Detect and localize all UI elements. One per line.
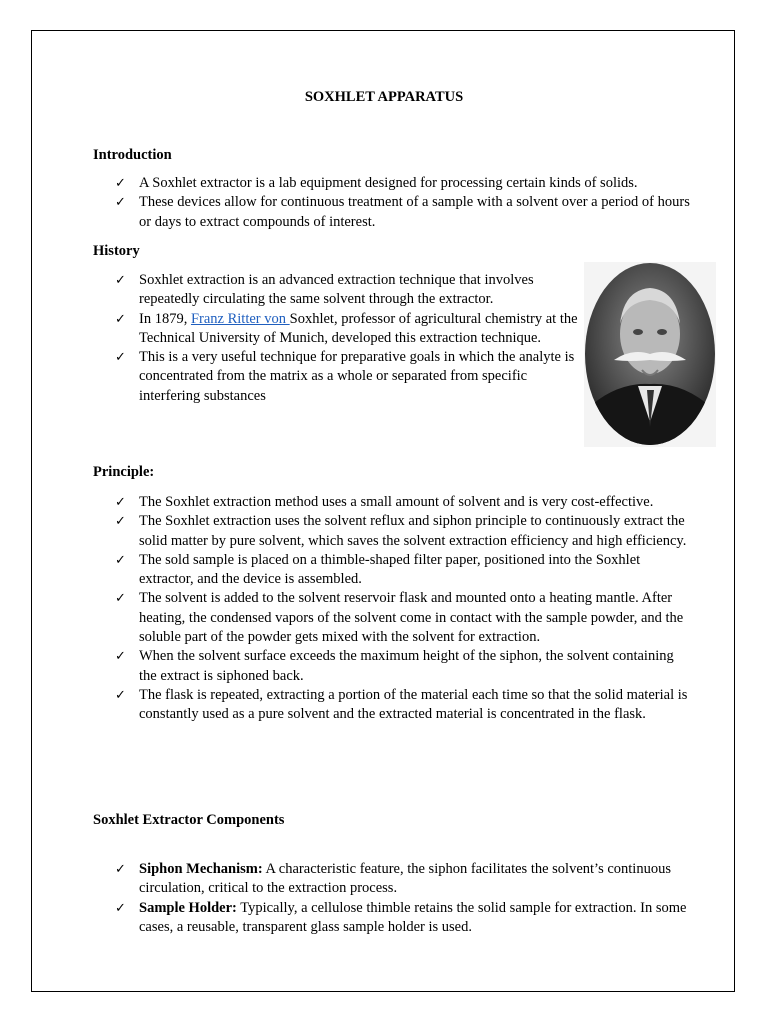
list-item: ✓ A Soxhlet extractor is a lab equipment designed for processing certain kinds of solids. [93,174,693,193]
check-icon: ✓ [115,311,126,327]
list-item: ✓ The sold sample is placed on a thimble-shaped filter paper, positioned into the Soxhlet extractor, and the device is assembled. [115,551,641,588]
portrait-photo [584,262,716,447]
check-icon: ✓ [115,273,126,288]
list-item: ✓ The flask is repeated, extracting a portion of the material each time so that the solid material is constantly used as a pure solvent and the extracted material is concentrated in the flask. [115,686,688,723]
check-icon: ✓ [115,514,126,530]
introduction-list [93,174,693,232]
list-item: ✓ This is a very useful technique for preparative goals in which the analyte is concentrated from the matrix as a whole or separated from specific interfering substances [115,349,575,404]
check-icon: ✓ [115,195,126,211]
list-item: ✓ The Soxhlet extraction uses the solvent reflux and siphon principle to continuously extract the solid matter by pure solvent, which saves the solvent extraction efficiency and high efficiency. [115,513,687,549]
list-item: ✓ The Soxhlet extraction method uses a small amount of solvent and is very cost-effective. [93,493,693,512]
list-item: ✓ The solvent is added to the solvent reservoir flask and mounted onto a heating mantle. After heating, the condensed vapors of the solvent come in contact with the sample powder, and the soluble part of the powder gets mixed with the solvent for extraction. [115,590,684,646]
list-item: ✓ In 1879, Franz Ritter von Soxhlet, professor of agricultural chemistry at the Technical University of Munich, developed this extraction technique. [115,310,578,346]
check-icon: ✓ [115,862,126,877]
principle-heading: Principle: [93,464,155,480]
check-icon: ✓ [115,176,126,191]
check-icon: ✓ [115,649,126,665]
list-item: ✓ Soxhlet extraction is an advanced extraction technique that involves repeatedly circulating the same solvent through the extractor. [115,272,534,308]
components-heading: Soxhlet Extractor Components [93,812,285,828]
history-heading: History [93,243,140,259]
check-icon: ✓ [115,687,126,703]
principle-list [93,493,693,725]
components-list [93,860,693,937]
check-icon: ✓ [115,900,126,916]
page-title: SOXHLET APPARATUS [304,89,464,105]
list-item: ✓ Sample Holder: Typically, a cellulose thimble retains the solid sample for extraction. In some cases, a reusable, transparent glass sample holder is used. [115,899,687,935]
list-item: ✓ These devices allow for continuous treatment of a sample with a solvent over a period of hours or days to extract compounds of interest. [115,194,690,230]
check-icon: ✓ [115,552,126,568]
franz-ritter-von-link[interactable]: Franz Ritter von [190,310,290,327]
list-item: ✓ Siphon Mechanism: A characteristic feature, the siphon facilitates the solvent’s continuous circulation, critical to the extraction process. [115,861,671,897]
portrait-photo-icon [584,262,716,447]
check-icon: ✓ [115,350,126,366]
list-item: ✓ When the solvent surface exceeds the maximum height of the siphon, the solvent containing the extract is siphoned back. [115,648,674,684]
check-icon: ✓ [115,591,126,607]
introduction-heading: Introduction [93,147,172,163]
history-list [93,271,578,406]
check-icon: ✓ [115,495,126,510]
